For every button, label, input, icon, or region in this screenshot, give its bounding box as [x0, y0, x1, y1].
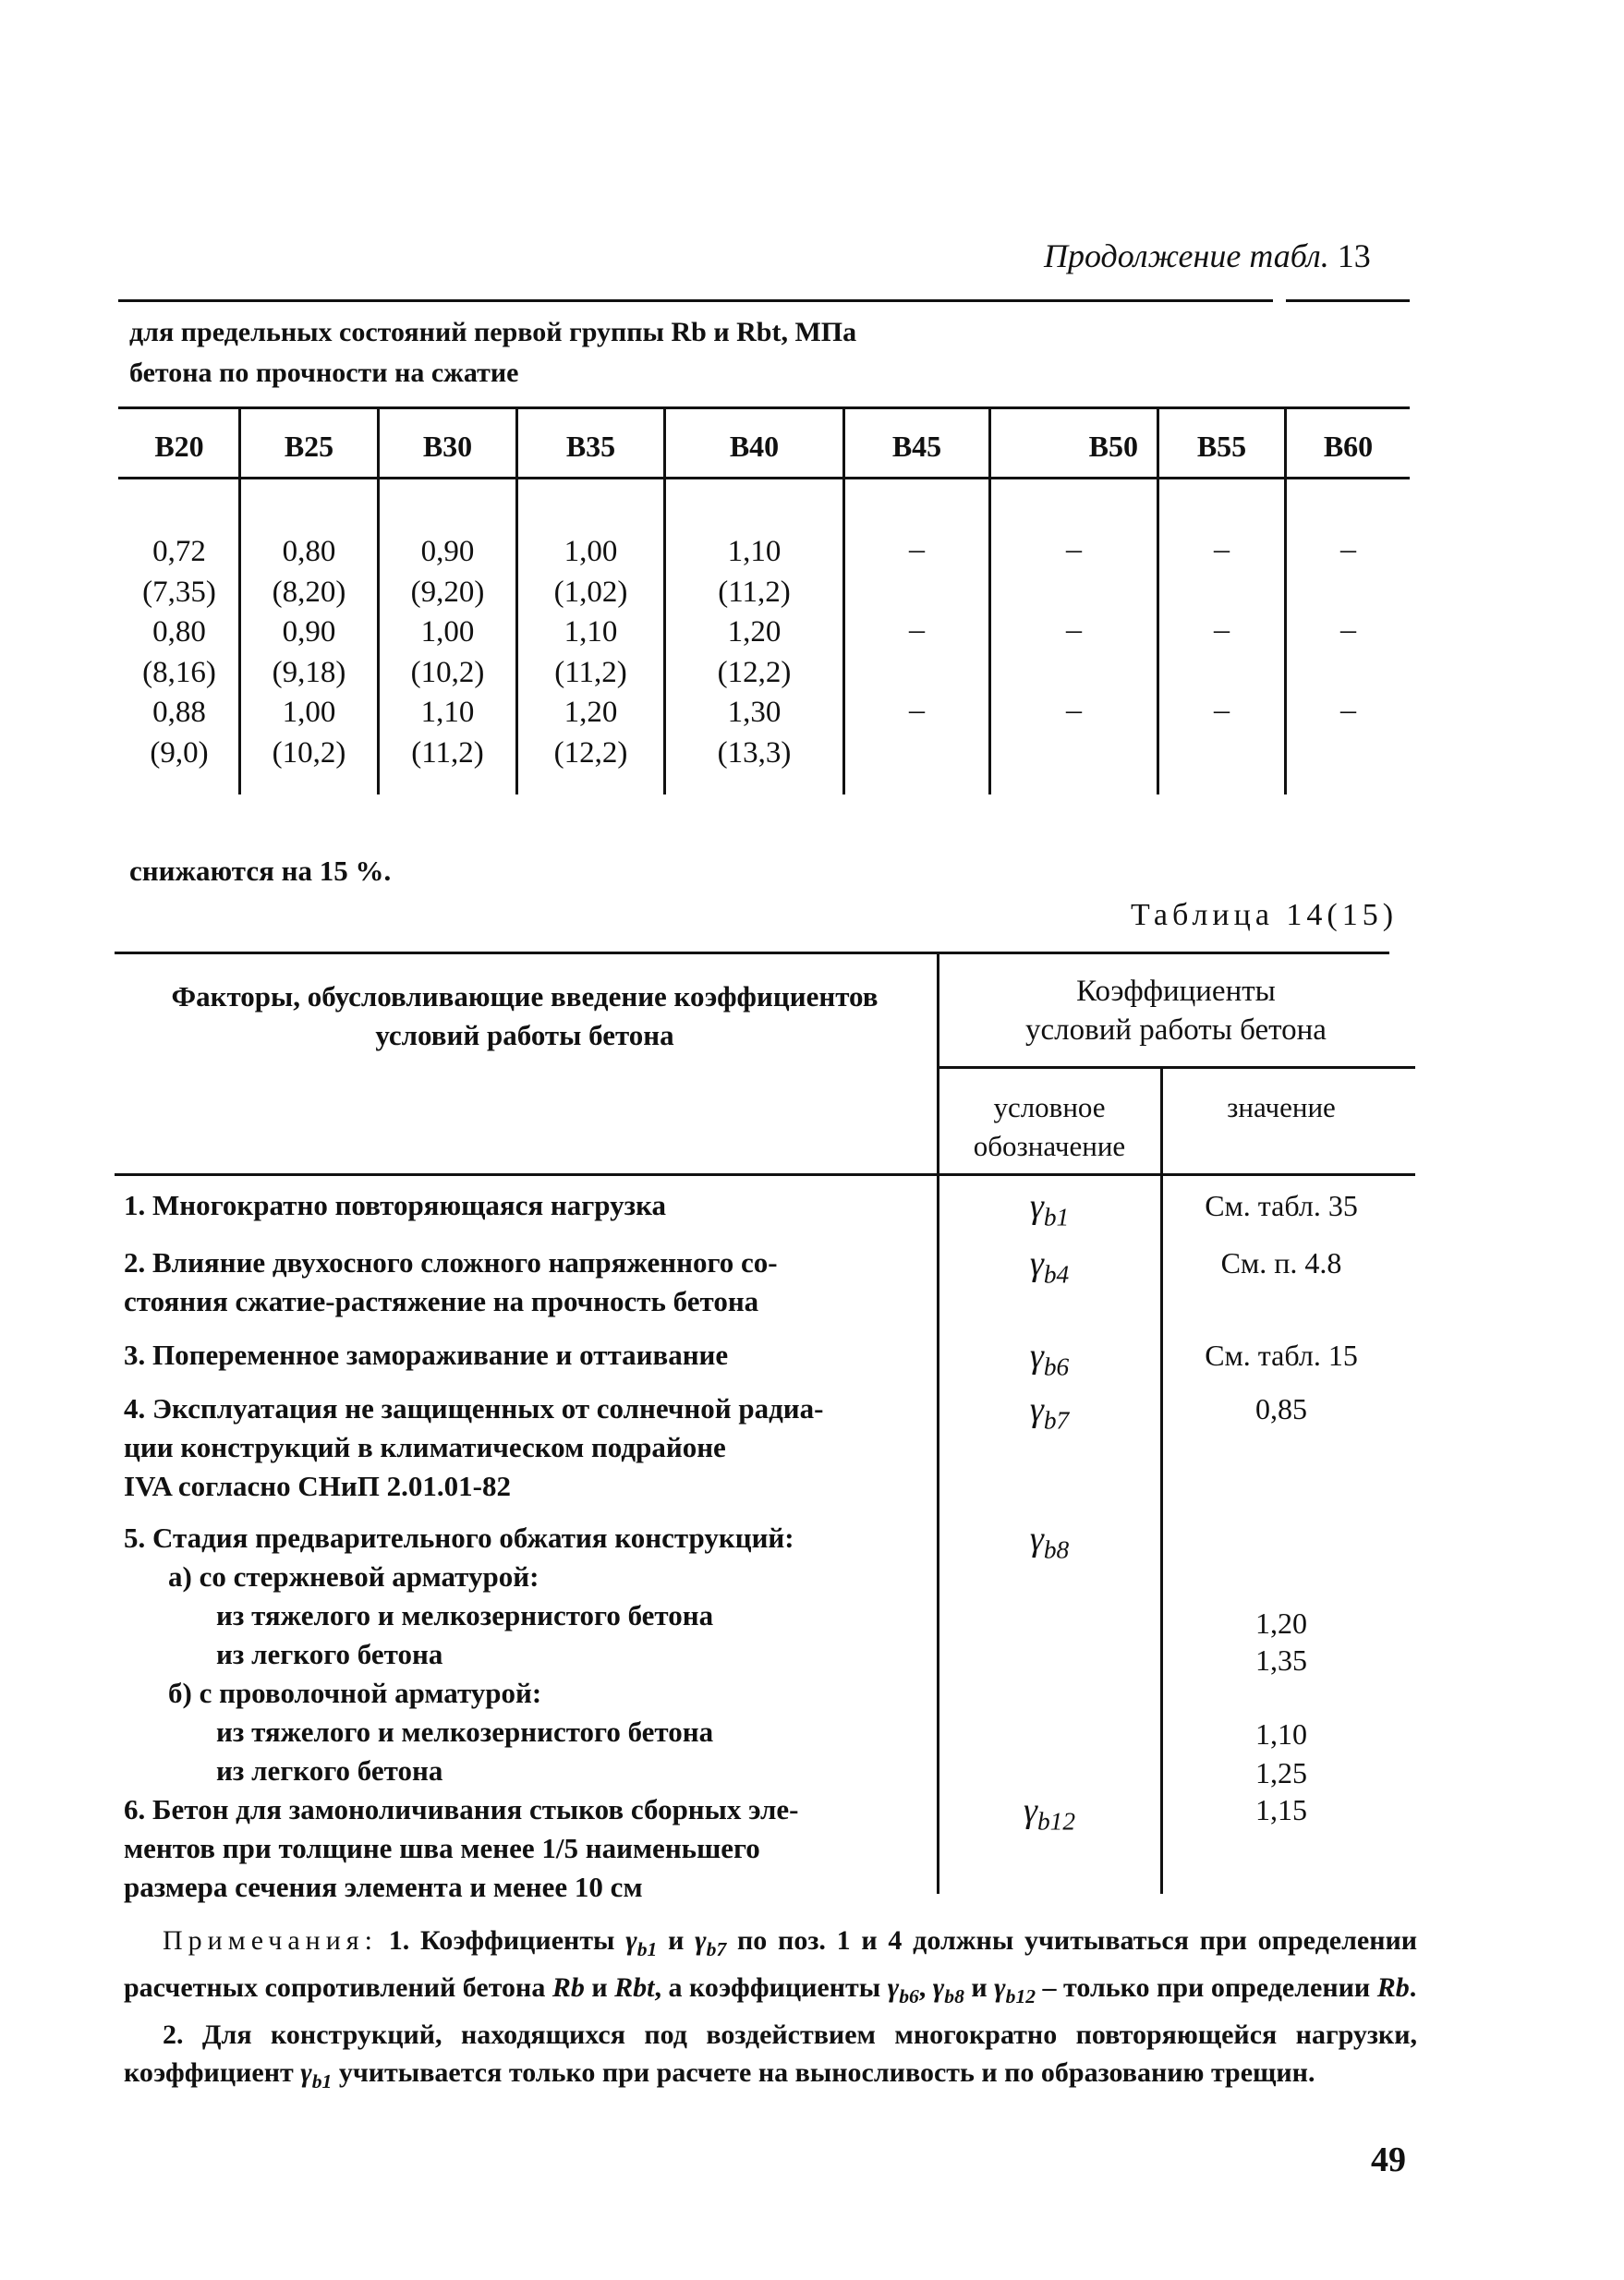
- factor-line: 6. Бетон для замоноличивания стыков сборных эле-: [124, 1793, 799, 1825]
- factor-line: IVA согласно СНиП 2.01.01-82: [124, 1470, 511, 1502]
- note-1: Примечания: 1. Коэффициенты $\gamma_{b1}$ и $\gamma_{b7}$ по поз. 1 и 4 должны учитываться при определении расчетных сопротивлений бетона Rb и Rbt, а коэффициенты $\gamma_{b6}$, $\gamma_{b8}$ и $\gamma_{b12}$ – только при определении Rb.: [124, 1925, 1418, 2007]
- table14-row-2-symbol: [940, 1243, 1158, 1290]
- note-1-rbt: Rbt: [614, 1972, 655, 2003]
- table-cell: 0,80: [152, 615, 206, 649]
- table14-row-1-symbol: [940, 1186, 1158, 1232]
- table13-header-b50: B50: [1088, 429, 1138, 463]
- factor-line: размера сечения элемента и менее 10 см: [124, 1871, 643, 1903]
- table14-row-2-factor: [124, 1243, 937, 1321]
- table-cell: 1,00: [564, 535, 618, 568]
- note-2-text: учитывается только при расчете на выносливость и по образованию трещин.: [338, 2057, 1315, 2088]
- gamma-subscript: b7: [1043, 1406, 1070, 1435]
- rule-top-left: [118, 299, 1273, 302]
- table13-dash: –: [1214, 612, 1230, 647]
- table-cell: 1,20: [564, 696, 618, 729]
- table14-divider-main: [937, 952, 939, 1894]
- table14-header-symbol-line-2: обозначение: [973, 1130, 1126, 1162]
- table-cell: 1,10: [564, 615, 618, 649]
- table13-header-b20: B20: [154, 429, 204, 463]
- gamma-subscript: b12: [1005, 1985, 1036, 2007]
- table-cell: 1,00: [420, 615, 475, 649]
- note-1-text: .: [1409, 1972, 1417, 2003]
- table14-row-6-value: [1166, 1790, 1397, 1829]
- table-cell: (11,2): [554, 655, 627, 689]
- table13-header-b60: B60: [1323, 429, 1374, 463]
- note-1-text: по поз. 1 и 4 должны учитываться при определении расчетных сопротивлений бетона: [124, 1925, 1418, 2003]
- gamma-symbol: γ: [994, 1972, 1006, 2003]
- note-1-text: 1. Коэффициенты: [388, 1925, 615, 1956]
- table-cell: 0,90: [282, 615, 336, 649]
- note-1-text: и: [668, 1925, 685, 1956]
- table14-header-coefficients: [940, 972, 1412, 1049]
- table13-header-b45: B45: [891, 429, 942, 463]
- note-2: [124, 2016, 1417, 2101]
- table14-row-4-value: [1166, 1389, 1397, 1428]
- table-cell: (8,20): [272, 575, 346, 609]
- table13-dash: –: [1066, 693, 1082, 727]
- table14-header-symbol-line-1: условное: [993, 1091, 1106, 1123]
- table14-rule-header: [115, 1173, 1415, 1176]
- continuation-title: [1044, 236, 1371, 275]
- table14-row-1-factor: [124, 1186, 937, 1225]
- table13-dash: –: [1066, 612, 1082, 647]
- table14-header-symbol: [940, 1088, 1158, 1166]
- table-cell: (9,0): [150, 735, 209, 770]
- table14-divider-values: [1160, 1066, 1163, 1894]
- table13-rule-header: [118, 477, 1410, 479]
- table13-column-b40: [666, 532, 842, 773]
- table-cell: (10,2): [272, 735, 346, 770]
- table14-row-5-symbol: [940, 1519, 1158, 1565]
- gamma-subscript: b7: [706, 1938, 727, 1960]
- table14-row-5-value-b-2: 1,25: [1255, 1756, 1307, 1789]
- table14-row-5-factor: [124, 1519, 937, 1790]
- value-line: См. табл. 15: [1205, 1339, 1358, 1372]
- factor-line: из тяжелого и мелкозернистого бетона: [216, 1716, 714, 1748]
- note-1-text: и: [971, 1972, 988, 2003]
- table-cell: 1,30: [727, 696, 782, 729]
- gamma-subscript: b12: [1036, 1807, 1076, 1836]
- factor-line: из легкого бетона: [216, 1754, 443, 1787]
- table-cell: 1,10: [420, 696, 475, 729]
- table13-rule-top: [118, 406, 1410, 409]
- table-cell: 0,80: [282, 535, 336, 568]
- table14-row-3-symbol: [940, 1336, 1158, 1382]
- note-1-rb: Rb: [1376, 1972, 1410, 2003]
- factor-line: б) с проволочной арматурой:: [168, 1677, 542, 1709]
- table13-column-b30: [380, 532, 515, 773]
- table13-description-line-1: для предельных состояний первой группы Rb и Rbt, МПа: [129, 317, 857, 347]
- factor-line: 1. Многократно повторяющаяся нагрузка: [124, 1189, 666, 1221]
- factor-line: 5. Стадия предварительного обжатия конструкций:: [124, 1522, 794, 1554]
- value-line: См. табл. 35: [1205, 1189, 1358, 1222]
- table-cell: (1,02): [553, 575, 628, 609]
- gamma-subscript: b4: [1043, 1260, 1070, 1289]
- value-line: См. п. 4.8: [1220, 1246, 1342, 1279]
- table-cell: 0,72: [152, 535, 206, 568]
- gamma-symbol: γ: [300, 2057, 312, 2088]
- table14-row-5-value-b-1: 1,10: [1255, 1717, 1307, 1751]
- table14-row-3-value: [1166, 1336, 1397, 1375]
- table-cell: (12,2): [717, 655, 792, 689]
- table-cell: (9,20): [410, 575, 485, 609]
- note-2-text: 2. Для конструкций, находящихся под воздействием многократно повторяющейся нагрузки, коэффициент: [124, 2019, 1417, 2088]
- table-cell: (7,35): [142, 575, 216, 609]
- factor-line: 4. Эксплуатация не защищенных от солнечной радиа-: [124, 1392, 824, 1425]
- table14-row-5-value-a-1: 1,20: [1255, 1607, 1307, 1640]
- table-cell: (10,2): [410, 655, 485, 689]
- table-cell: (12,2): [553, 735, 628, 770]
- factor-line: из тяжелого и мелкозернистого бетона: [216, 1599, 714, 1631]
- table13-description-line-2: бетона по прочности на сжатие: [129, 358, 519, 388]
- table13-column-b35: [518, 532, 663, 773]
- table14-row-4-factor: [124, 1389, 937, 1506]
- table13-dash: –: [1214, 532, 1230, 566]
- factor-line: а) со стержневой арматурой:: [168, 1560, 539, 1593]
- table14-header-factors: [115, 977, 935, 1055]
- table13-header-b55: B55: [1196, 429, 1247, 463]
- table14-rule-top: [115, 952, 1389, 954]
- table14-row-6-symbol: [940, 1790, 1158, 1837]
- table14-header-value: значение: [1227, 1091, 1336, 1123]
- gamma-symbol: γ: [932, 1972, 945, 2003]
- table14-row-2-value: [1166, 1243, 1397, 1282]
- table-cell: (13,3): [717, 735, 792, 770]
- gamma-subscript: b1: [1043, 1203, 1070, 1231]
- table13-header-b40: B40: [729, 429, 780, 463]
- factor-line: 2. Влияние двухосного сложного напряженного со-: [124, 1246, 778, 1279]
- table14-row-4-symbol: [940, 1389, 1158, 1436]
- table14-notes: [124, 1922, 1417, 2101]
- factor-line: ции конструкций в климатическом подрайоне: [124, 1431, 726, 1463]
- table13-dash: –: [1066, 532, 1082, 566]
- gamma-symbol: γ: [1029, 1244, 1044, 1283]
- gamma-subscript: b6: [899, 1985, 919, 2007]
- table13-dash: –: [909, 532, 925, 566]
- table13-column-b25: [241, 532, 377, 773]
- table13-header-b25: B25: [284, 429, 334, 463]
- page-number: 49: [1371, 2141, 1406, 2179]
- gamma-symbol: γ: [1029, 1390, 1044, 1429]
- note-1-text: – только при определении: [1042, 1972, 1371, 2003]
- reduction-note: снижаются на 15 %.: [129, 855, 392, 887]
- factor-line: ментов при толщине шва менее 1/5 наименьшего: [124, 1832, 760, 1864]
- table14-rule-subheader: [937, 1066, 1415, 1069]
- gamma-symbol: γ: [1023, 1791, 1037, 1830]
- rule-top-right: [1286, 299, 1410, 302]
- table13-dash: –: [1340, 612, 1356, 647]
- table14-header-coefficients-line-1: Коэффициенты: [1076, 975, 1276, 1008]
- table13-header-b35: B35: [565, 429, 616, 463]
- note-1-text: и: [591, 1972, 608, 2003]
- value-line: 1,15: [1255, 1793, 1307, 1826]
- table14-header-factors-line-1: Факторы, обусловливающие введение коэффициентов: [171, 980, 879, 1013]
- table-cell: 0,88: [152, 696, 206, 729]
- table-cell: (9,18): [272, 655, 346, 689]
- table13-header-b30: B30: [422, 429, 473, 463]
- table14-row-6-factor: [124, 1790, 937, 1907]
- table14-header-factors-line-2: условий работы бетона: [375, 1019, 674, 1051]
- note-1-rb: Rb: [551, 1972, 585, 2003]
- gamma-symbol: γ: [695, 1925, 707, 1956]
- gamma-symbol: γ: [625, 1925, 637, 1956]
- table-cell: 0,90: [420, 535, 475, 568]
- table-cell: 1,20: [727, 615, 782, 649]
- table13-description: [129, 312, 856, 394]
- table-cell: 1,10: [727, 535, 782, 568]
- table13-column-b20: [120, 532, 238, 773]
- table13-dash: –: [1340, 693, 1356, 727]
- table14-row-1-value: [1166, 1186, 1397, 1225]
- table14-row-5-value-a-2: 1,35: [1255, 1643, 1307, 1677]
- factor-line: из легкого бетона: [216, 1638, 443, 1670]
- factor-line: 3. Попеременное замораживание и оттаивание: [124, 1339, 729, 1371]
- table14-caption: Таблица 14(15): [1131, 898, 1399, 932]
- table13-dash: –: [1340, 532, 1356, 566]
- table14-header-coefficients-line-2: условий работы бетона: [1025, 1013, 1327, 1047]
- continuation-number: 13: [1337, 237, 1371, 274]
- table13-dash: –: [1214, 693, 1230, 727]
- value-line: 0,85: [1255, 1392, 1307, 1425]
- table14-row-3-factor: [124, 1336, 937, 1375]
- gamma-subscript: b8: [944, 1985, 964, 2007]
- gamma-subscript: b8: [1043, 1535, 1070, 1564]
- notes-title: Примечания:: [163, 1925, 378, 1956]
- gamma-symbol: γ: [1029, 1187, 1044, 1226]
- continuation-label: Продолжение табл.: [1044, 237, 1329, 274]
- table-cell: (11,2): [411, 735, 484, 770]
- table-cell: (8,16): [142, 655, 216, 689]
- gamma-symbol: γ: [1029, 1520, 1044, 1558]
- gamma-symbol: γ: [887, 1972, 900, 2003]
- table-cell: 1,00: [282, 696, 336, 729]
- table13-dash: –: [909, 612, 925, 647]
- gamma-subscript: b6: [1043, 1352, 1070, 1381]
- gamma-subscript: b1: [311, 2070, 333, 2092]
- table-cell: (11,2): [718, 575, 791, 609]
- note-1-text: , а коэффициенты: [654, 1972, 881, 2003]
- gamma-symbol: γ: [1029, 1337, 1044, 1376]
- factor-line: стояния сжатие-растяжение на прочность бетона: [124, 1285, 759, 1317]
- table13-dash: –: [909, 693, 925, 727]
- gamma-subscript: b1: [636, 1938, 658, 1960]
